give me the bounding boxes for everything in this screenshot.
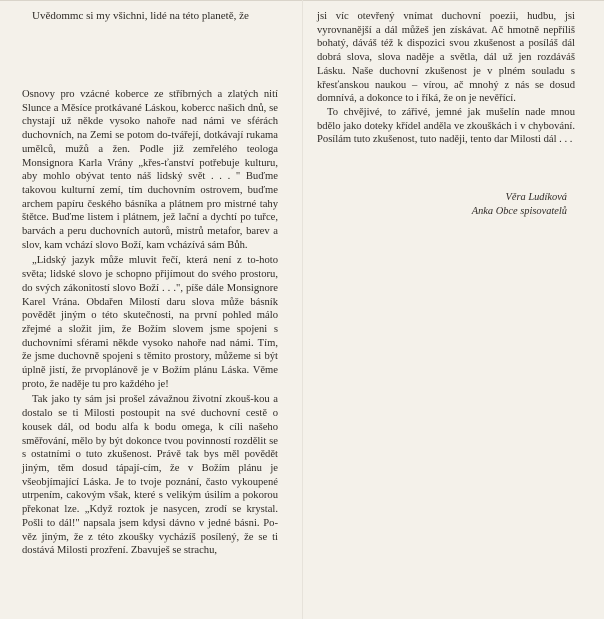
paragraph: jsi víc otevřený vnímat duchovní poezii, hudbu, jsi vyrovnanější a dál můžeš jen získávat. Ač hmotně nepříliš bohatý, dáváš též k dispozici svou zkušenost a posíláš dál dobrá slova, slova naděje a světla, dál už jen rozdáváš Lásku. Naše duchovní zkušenost je v plném souladu s křesťanskou naukou – vírou, ač mnohý z nás se dosud domnívá, a dokonce to i říká, že on je nevěřící.: [317, 11, 575, 105]
right-column: [317, 10, 575, 218]
signature-block: [317, 191, 575, 218]
paragraph: Osnovy pro vzácné koberce ze stříbrných a zlatých nití Slunce a Měsíce protkávané Láskou, kobercc našich dnů, se chystají už někde vysoko nahoře nad námi ve sférách duchovních, na Zemi se potom do-tvářejí, dotkávají rukama umělců, mužů a žen. Podle již zemřelého teologa Monsignora Karla Vrány „křes-ťanství potřebuje kulturu, aby mohlo obývat tento náš lidský svět . . . " Buďme takovou kulturní zemí, tím duchovním ostrovem, buďme archem papíru českého básníka a plátnem pro mistrné tahy štětce. Buďme listem i plátnem, jež lační a dychtí po tuřce, barvách a peru duchovních autorů, mistrů metafor, barev a slov, kam vchází slovo Boží, kam vcházívá sám Bůh.: [22, 89, 278, 251]
paragraph: Tak jako ty sám jsi prošel závažnou životní zkouš-kou a dostalo se ti Milosti postoupit na své duchovní cestě o kousek dál, od bodu alfa k bodu omega, k cíli našeho směřování, mělo by být dokonce tvou povinností rozdělit se s ostatními o tuto zkušenost. Právě tak bys měl povědět jiným, těm dosud tápají-cím, že v Božím plánu je všeobjímající Láska. Je to tvoje poznání, často vykoupené utrpením, cakovým však, které s velikým úsilím a pokorou překonat lze. „Když roztok je nasycen, zrodí se krystal. Pošli to dál!" napsala jsem kdysi dávno v jedné básni. Po-věz jiným, že z této zkoušky vycházíš posílený, že se ti dostává Milosti prozření. Zbavuješ se strachu,: [22, 394, 278, 557]
signature-name: Věra Ludíková: [505, 192, 567, 204]
paragraph: To chvějivé, to zářivé, jemné jak mušelín nade mnou bdělo jako doteky křídel anděla ve zkouškách i v chybování. Posílám tuto zkušenost, tuto naději, tento dar Milosti dál . . .: [317, 106, 575, 146]
paragraph: „Lidský jazyk může mluvit řečí, která není z to-hoto světa; lidské slovo je schopno přijímout do svého prostoru, do svých zákonitostí slovo Boží . . .", píše dále Monsignore Karel Vrána. Obdařen Milostí daru slova může básník povědět jiným o této skutečnosti, na první pohled málo zřejmé a složit jim, že Božím slovem jsme spojeni s duchovními sférami někde vysoko nahoře nad námi. Tím, že jsme duchovně spojeni s těmito prostory, můžeme si být úplně jistí, že prvoplánově je v Božím plánu Láska. Věme proto, že naděje tu pro každého je!: [22, 255, 278, 390]
lead-line: Uvědommc si my všichni, lidé na této planetě, že: [32, 10, 249, 22]
signature-role: Anka Obce spisovatelů: [471, 205, 567, 217]
page-fold: [302, 0, 303, 619]
left-column: [22, 10, 278, 558]
